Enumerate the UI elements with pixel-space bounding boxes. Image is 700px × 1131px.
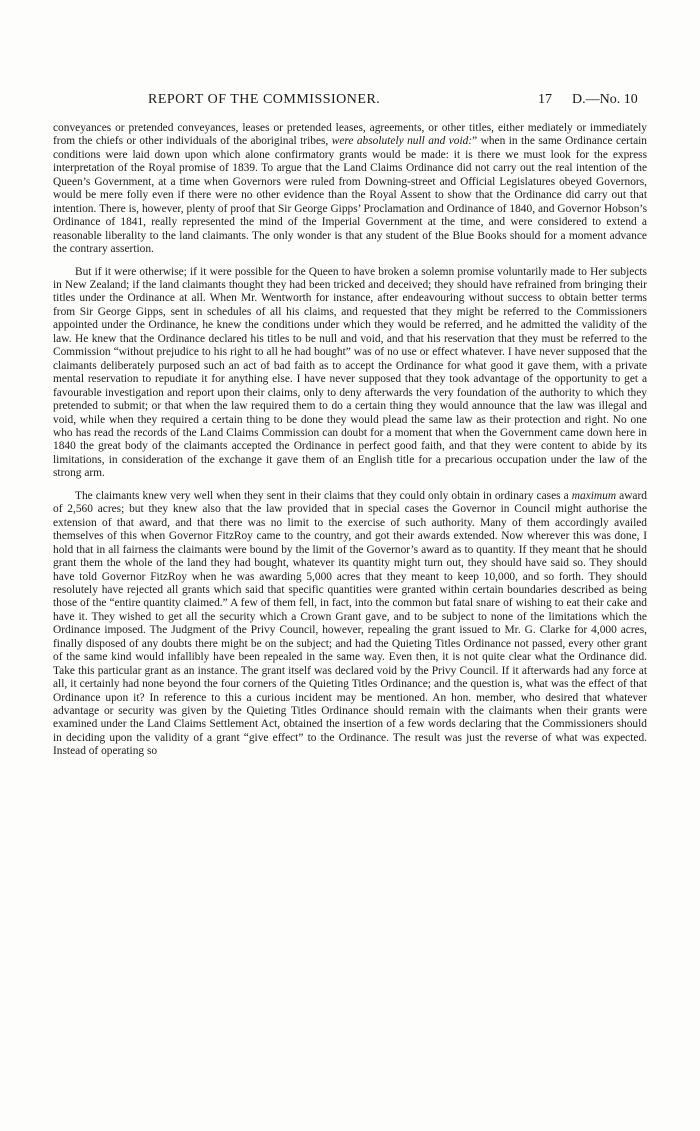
paragraph-1-text-end: ” when in the same Ordinance certain conditions were laid down upon which alone confirmatory grants would be made: it is there we must look for the express interpretation of the Royal promise of 1839. To argue that the Land Claims Ordinance did not carry out the real intention of the Queen’s Government, at a time when Governors were ruled from Downing-street and Official Legislatures obeyed Governors, would be mere folly even if there were no other evidence than the Royal Assent to show that the Ordinance did carry out that intention. There is, however, plenty of proof that Sir George Gipps’ Proclamation and Ordinance of 1840, and Governor Hobson’s Ordinance of 1841, really represented the mind of the Imperial Government at the time, and were considered to extend a reasonable liberality to the land claimants. The only wonder is that any student of the Blue Books should for a moment advance the contrary assertion. xyxy=(53,135,648,256)
page-number: 17 xyxy=(538,92,552,107)
paragraph-3-italic-word: maximum xyxy=(571,489,617,502)
running-header xyxy=(0,92,700,112)
body-text xyxy=(53,122,647,759)
paragraph-3 xyxy=(53,490,647,759)
paragraph-1-italic-phrase: were absolutely null and void: xyxy=(331,135,473,148)
paragraph-1 xyxy=(53,122,647,257)
report-title: REPORT OF THE COMMISSIONER. xyxy=(148,92,381,107)
paragraph-3-text-start: The claimants knew very well when they sent in their claims that they could only obtain in ordinary cases a xyxy=(75,489,572,502)
paragraph-2: But if it were otherwise; if it were possible for the Queen to have broken a solemn promise voluntarily made to Her subjects in New Zealand; if the land claimants thought they had been tricked and deceived; they should have refrained from bringing their titles under the Ordinance at all. When Mr. Wentworth for instance, after endeavouring without success to obtain better terms from Sir George Gipps, sent in schedules of all his claims, and requested that they might be referred to the Commissioners appointed under the Ordinance, he knew the conditions under which they would be referred, and he admitted the validity of the law. He knew that the Ordinance declared his titles to be null and void, and that his reservation that they must be referred to the Commission “without prejudice to his right to all he had bought” was of no use or effect whatever. I have never supposed that the claimants deliberately purposed such an act of bad faith as to accept the Ordinance for what good it gave them, with a private mental reservation to repudiate it for anything else. I have never supposed that they took advantage of the opportunity to get a favourable investigation and report upon their claims, only to deny afterwards the very foundation of the authority to which they pretended to submit; or that when the law required them to do a certain thing they would announce that the law was illegal and void, while when they required a certain thing to be done they would plead the same law as their protection and right. No one who has read the records of the Land Claims Commission can doubt for a moment that when the Government came down here in 1840 the great body of the claimants accepted the Ordinance in perfect good faith, and that they were content to abide by its limitations, in consideration of the exchange it gave them of an English title for a precarious occupation under the law of the strong arm. xyxy=(53,265,647,480)
document-reference: D.—No. 10 xyxy=(572,92,638,107)
paragraph-1-text-start: conveyances or pretended conveyances, leases or pretended leases, agreements, or other titles, either mediately or immediately from the chiefs or other individuals of the aboriginal tribes, xyxy=(53,122,647,148)
paragraph-3-text-end: award of 2,560 acres; but they knew also that the law provided that in special cases the Governor in Council might authorise the extension of that award, and that there was no limit to the exercise of such authority. Many of them accordingly availed themselves of this when Governor FitzRoy came to the country, and got their awards extended. Now wherever this was done, I hold that in all fairness the claimants were bound by the limit of the Governor’s award as to quantity. If they meant that he should grant them the whole of the land they had bought, whatever its quantity might turn out, they should have said so. They should have told Governor FitzRoy when he was awarding 5,000 acres that they meant to keep 10,000, and so forth. They should resolutely have rejected all grants which said that specific quantities were granted within certain boundaries described as being those of the “entire quantity claimed.” A few of them fell, in fact, into the common but fatal snare of wishing to eat their cake and have it. They wished to get all the security which a Crown Grant gave, and to be subject to none of the limitations which the Ordinance imposed. The Judgment of the Privy Council, however, repealing the grant issued to Mr. G. Clarke for 4,000 acres, finally disposed of any doubts there might be on the subject; and had the Quieting Titles Ordinance not passed, every other grant of the same kind would infallibly have been repealed in the same way. Even then, it is not quite clear what the Ordinance did. Take this particular grant as an instance. The grant itself was declared void by the Privy Council. If it afterwards had any force at all, it certainly had none beyond the four corners of the Quieting Titles Ordinance; and the question is, what was the effect of that Ordinance upon it? In reference to this a curious incident may be mentioned. An hon. member, who desired that whatever advantage or security was given by the Quieting Titles Ordinance should remain with the claimants when their grants were examined under the Land Claims Settlement Act, obtained the insertion of a few words declaring that the Commissioners should in deciding upon the validity of a grant “give effect” to the Ordinance. The result was just the reverse of what was expected. Instead of operating so xyxy=(53,489,647,758)
